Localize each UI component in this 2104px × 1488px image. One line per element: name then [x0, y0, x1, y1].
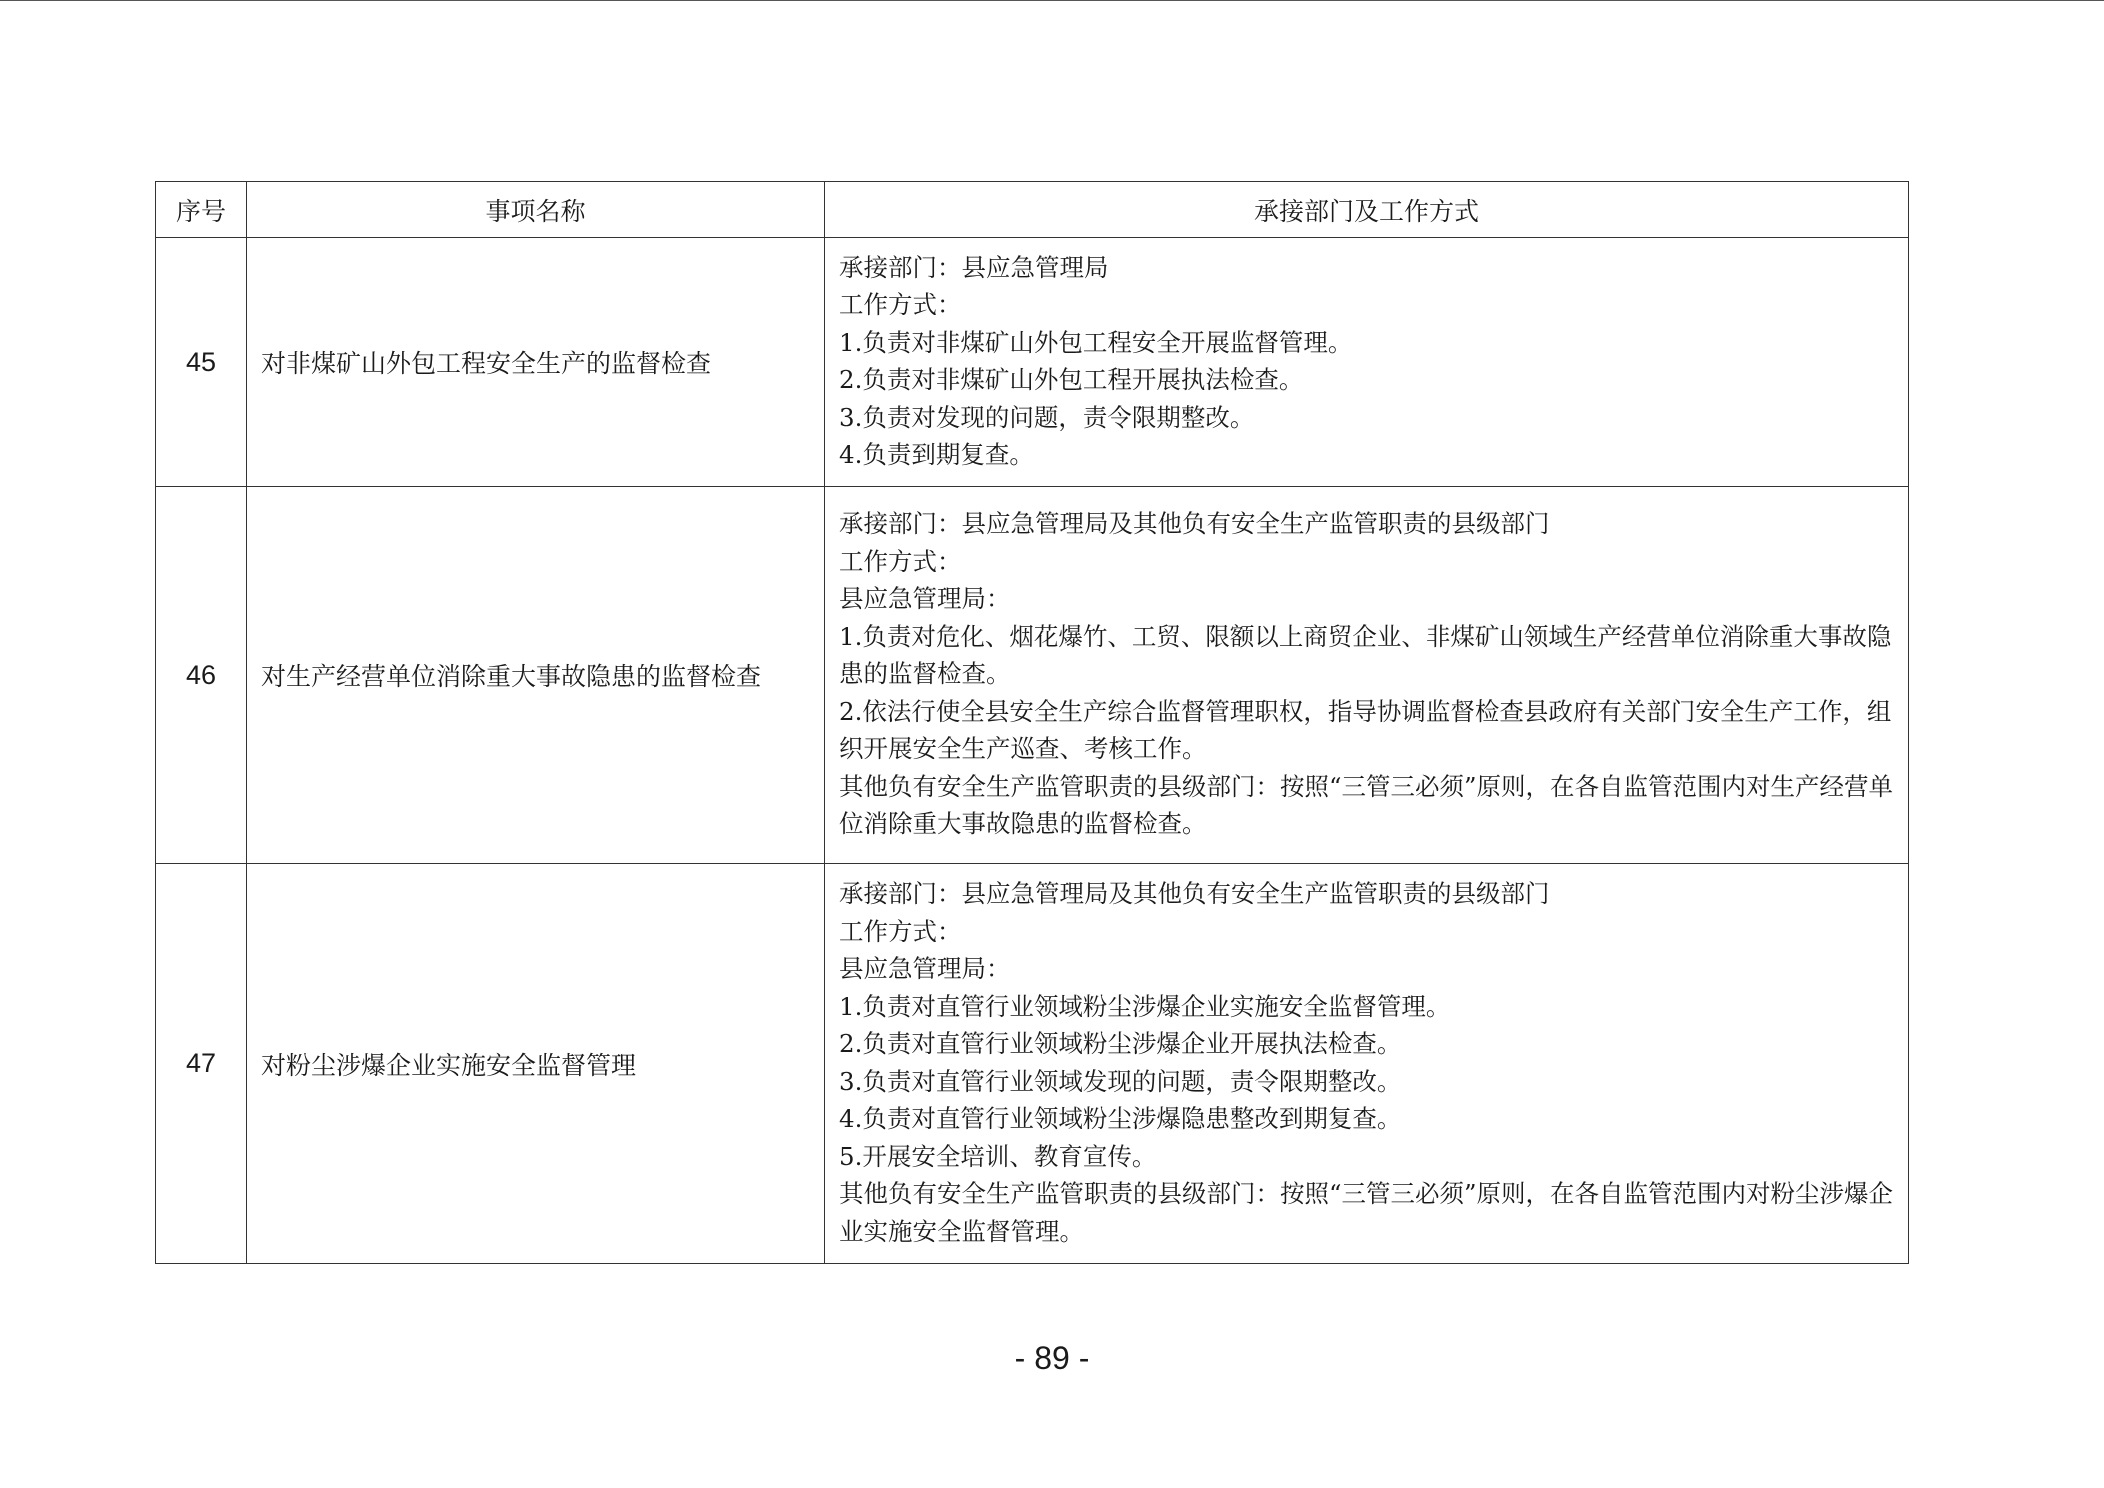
dept-line: 工作方式：	[839, 546, 962, 576]
page-number: - 89 -	[1014, 1340, 1090, 1376]
dept-line: 其他负有安全生产监管职责的县级部门：按照“三管三必须”原则，在各自监管范围内对生产经营单位消除重大事故隐患的监督检查。	[839, 771, 1894, 839]
table-row	[156, 238, 1909, 487]
dept-line: 承接部门：县应急管理局及其他负有安全生产监管职责的县级部门	[839, 879, 1550, 908]
row-seq: 47	[156, 864, 247, 1264]
dept-line: 4.负责到期复查。	[839, 440, 1034, 469]
table-row	[156, 864, 1909, 1264]
dept-line: 承接部门：县应急管理局及其他负有安全生产监管职责的县级部门	[839, 509, 1550, 539]
dept-line: 1.负责对危化、烟花爆竹、工贸、限额以上商贸企业、非煤矿山领域生产经营单位消除重大事故隐患的监督检查。	[839, 621, 1892, 689]
dept-line: 4.负责对直管行业领域粉尘涉爆隐患整改到期复查。	[839, 1104, 1402, 1133]
table-row	[156, 487, 1909, 864]
row-seq: 46	[156, 487, 247, 864]
dept-line: 其他负有安全生产监管职责的县级部门：按照“三管三必须”原则，在各自监管范围内对粉尘涉爆企业实施安全监督管理。	[839, 1179, 1894, 1246]
table-header-row	[156, 182, 1909, 238]
responsibility-table	[155, 181, 1909, 1264]
dept-line: 5.开展安全培训、教育宣传。	[839, 1141, 1157, 1171]
dept-line: 3.负责对直管行业领域发现的问题，责令限期整改。	[839, 1066, 1402, 1096]
header-item-name: 事项名称	[247, 182, 825, 238]
dept-line: 工作方式：	[839, 916, 962, 946]
dept-line: 3.负责对发现的问题，责令限期整改。	[839, 402, 1255, 432]
dept-line: 工作方式：	[839, 290, 962, 319]
row-item-name: 对非煤矿山外包工程安全生产的监督检查	[247, 238, 825, 487]
row-seq: 45	[156, 238, 247, 487]
row-dept-method	[825, 238, 1909, 487]
dept-line: 县应急管理局：	[839, 954, 1011, 983]
dept-line: 承接部门：县应急管理局	[839, 252, 1109, 282]
dept-line: 2.依法行使全县安全生产综合监督管理职权，指导协调监督检查县政府有关部门安全生产工作，组织开展安全生产巡查、考核工作。	[839, 696, 1892, 764]
row-dept-method	[825, 487, 1909, 864]
dept-line: 2.负责对直管行业领域粉尘涉爆企业开展执法检查。	[839, 1029, 1402, 1058]
page-top-border	[0, 0, 2104, 1]
row-dept-method	[825, 864, 1909, 1264]
dept-line: 县应急管理局：	[839, 584, 1011, 614]
row-item-name: 对生产经营单位消除重大事故隐患的监督检查	[247, 487, 825, 864]
dept-line: 2.负责对非煤矿山外包工程开展执法检查。	[839, 365, 1304, 394]
header-seq: 序号	[156, 182, 247, 238]
dept-line: 1.负责对直管行业领域粉尘涉爆企业实施安全监督管理。	[839, 991, 1451, 1021]
dept-line: 1.负责对非煤矿山外包工程安全开展监督管理。	[839, 327, 1353, 357]
row-item-name: 对粉尘涉爆企业实施安全监督管理	[247, 864, 825, 1264]
header-dept-method: 承接部门及工作方式	[825, 182, 1909, 238]
